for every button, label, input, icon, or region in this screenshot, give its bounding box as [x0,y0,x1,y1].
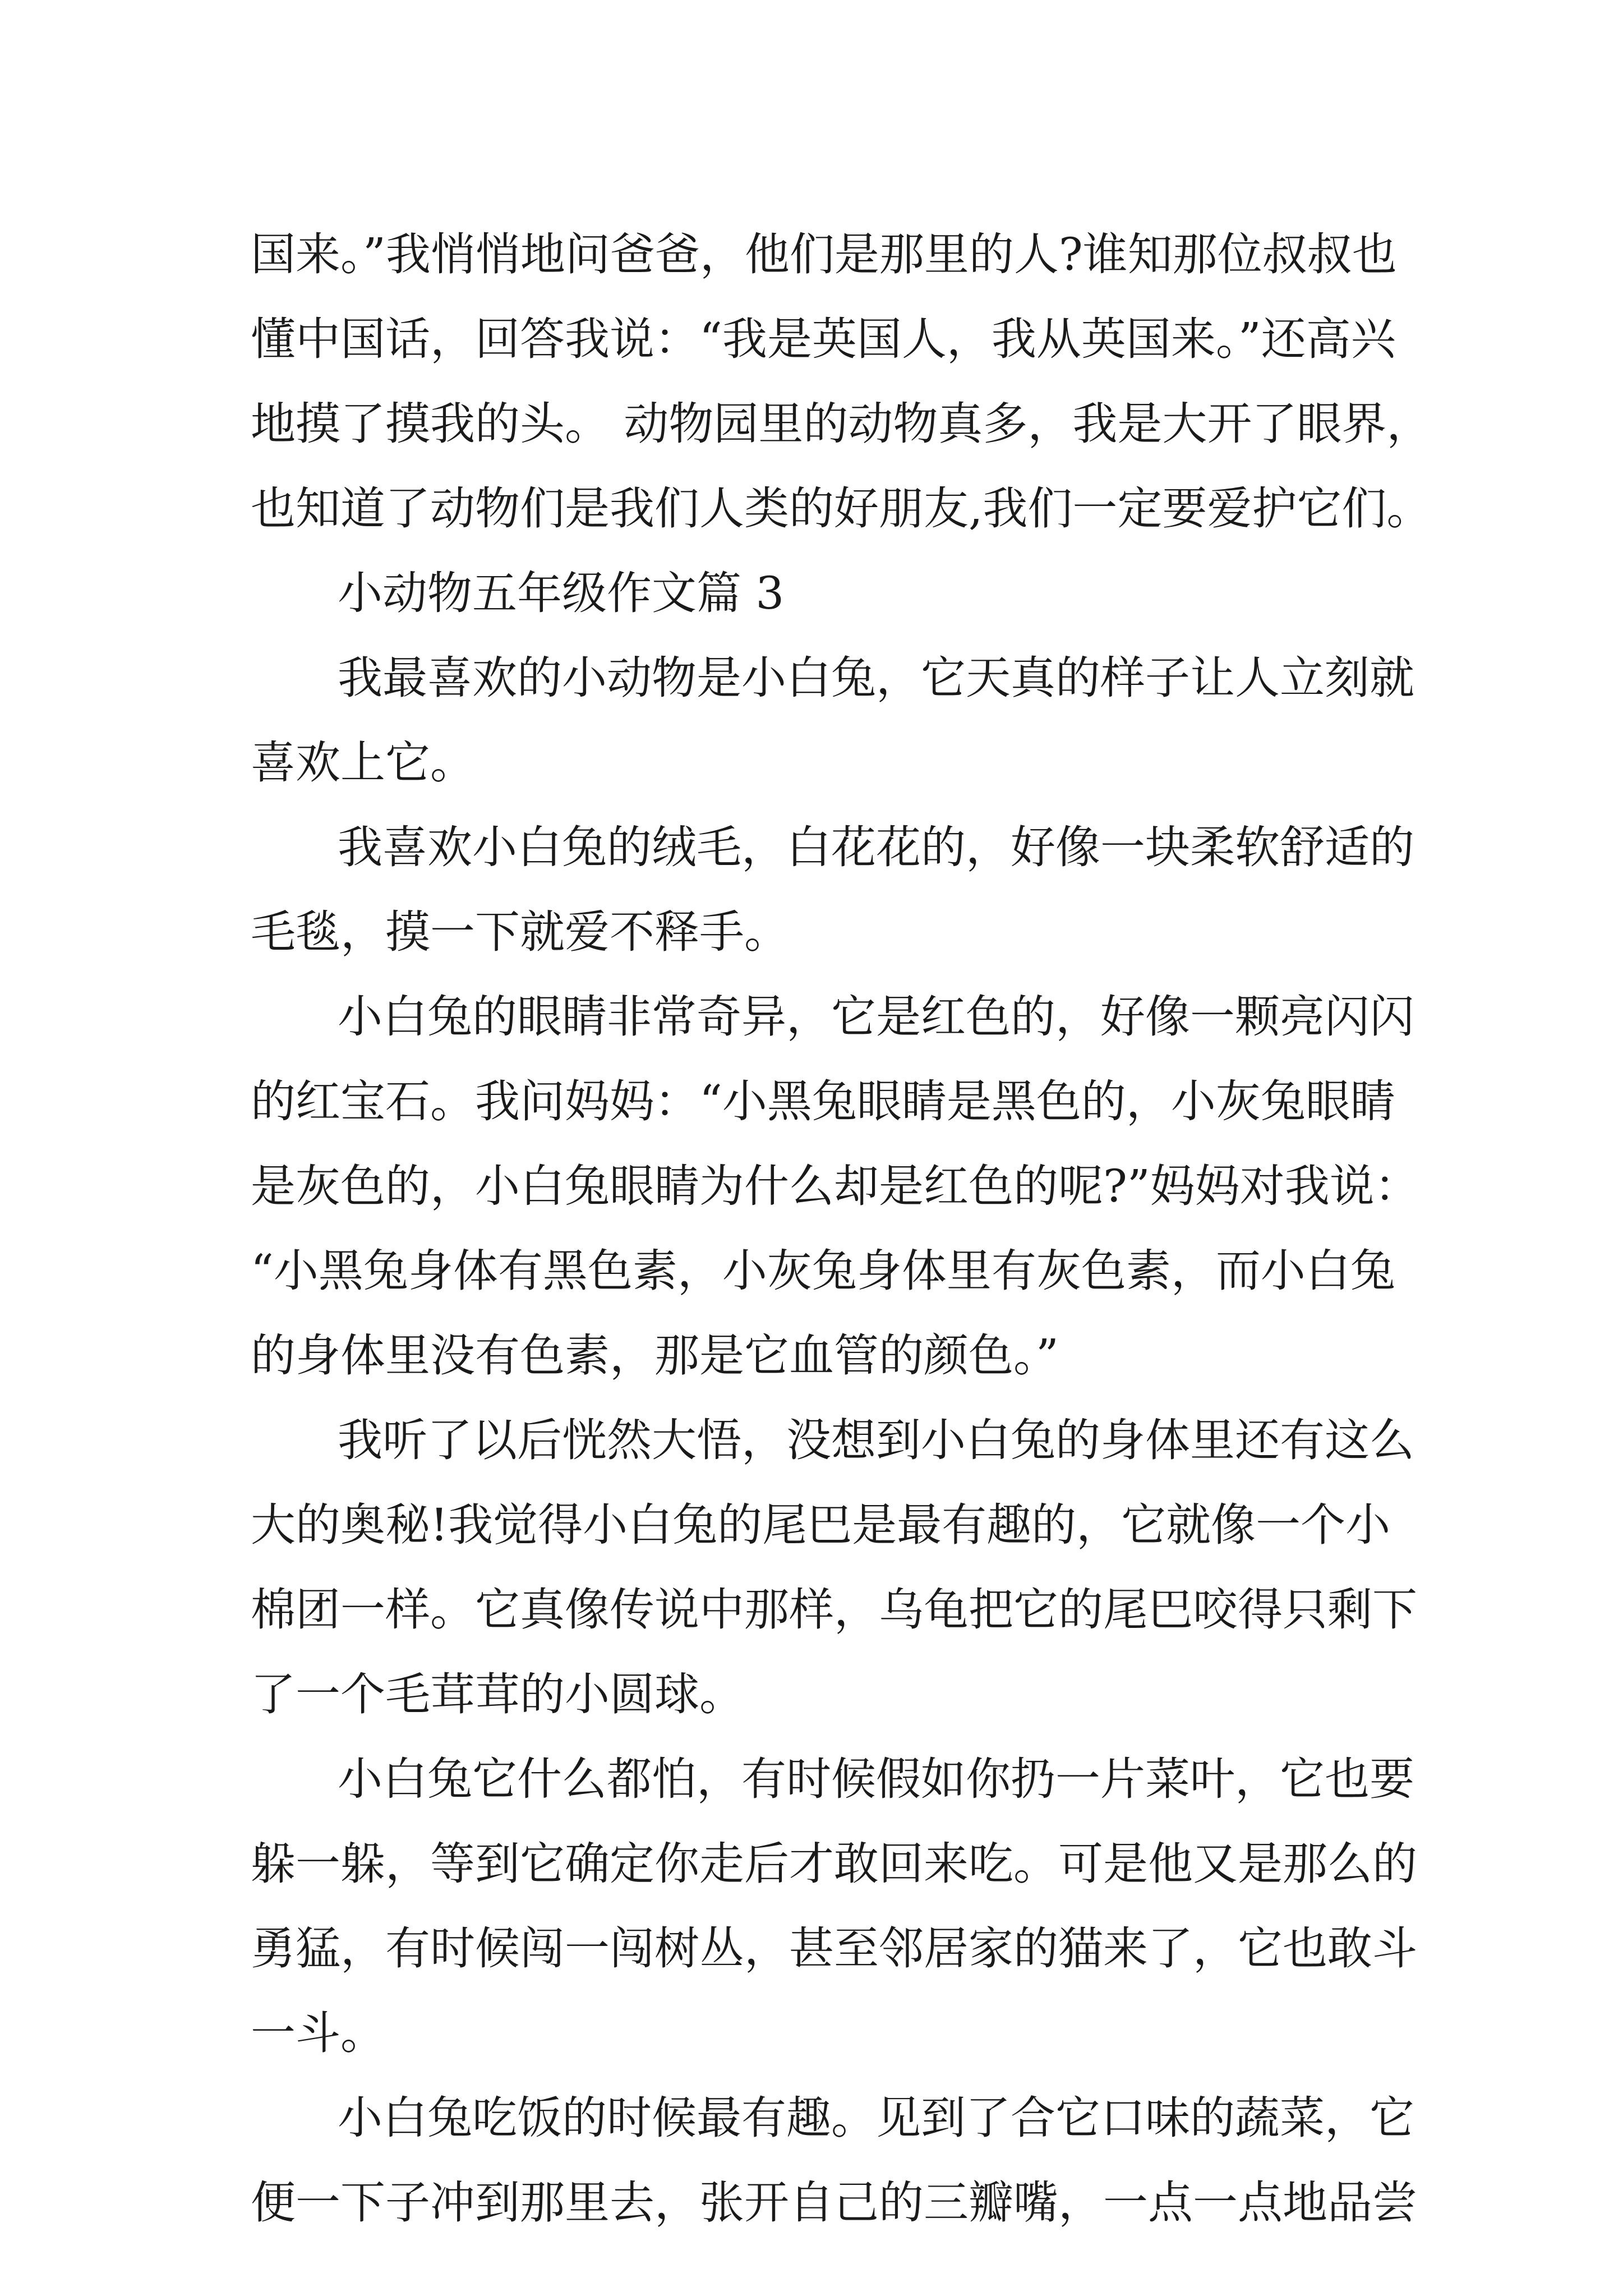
text-line: 小白兔它什么都怕，有时候假如你扔一片菜叶，它也要 [338,1753,1414,1805]
text-line: 喜欢上它。 [251,737,475,789]
text-line: 国来。”我悄悄地问爸爸，他们是那里的人?谁知那位叔叔也 [251,228,1397,280]
text-line: 便一下子冲到那里去，张开自己的三瓣嘴，一点一点地品尝 [251,2177,1417,2229]
text-line: 也知道了动物们是我们人类的好朋友,我们一定要爱护它们。 [251,482,1432,535]
text-line: 了一个毛茸茸的小圆球。 [251,1668,744,1720]
text-line: 毛毯，摸一下就爱不释手。 [251,906,789,958]
section-heading: 小动物五年级作文篇 3 [338,567,785,619]
document-body [251,212,1432,2245]
text-line: 小白兔的眼睛非常奇异，它是红色的，好像一颗亮闪闪 [338,991,1414,1043]
text-line: 棉团一样。它真像传说中那样，乌龟把它的尾巴咬得只剩下 [251,1584,1417,1636]
text-line: 躲一躲，等到它确定你走后才敢回来吃。可是他又是那么的 [251,1838,1417,1890]
text-line: 小白兔吃饭的时候最有趣。见到了合它口味的蔬菜，它 [338,2092,1414,2144]
text-line: 懂中国话，回答我说：“我是英国人，我从英国来。”还高兴 [251,313,1396,365]
text-line: 勇猛，有时候闯一闯树丛，甚至邻居家的猫来了，它也敢斗 [251,1922,1417,1975]
text-line: 一斗。 [251,2007,385,2059]
text-line: 我喜欢小白兔的绒毛，白花花的，好像一块柔软舒适的 [338,821,1414,873]
text-line: 我听了以后恍然大悟，没想到小白兔的身体里还有这么 [338,1414,1414,1466]
text-line: 地摸了摸我的头。 动物园里的动物真多，我是大开了眼界， [251,398,1432,450]
text-line: 的红宝石。我问妈妈：“小黑兔眼睛是黑色的，小灰兔眼睛 [251,1075,1395,1128]
text-line: 我最喜欢的小动物是小白兔，它天真的样子让人立刻就 [338,652,1414,704]
text-line: 大的奥秘!我觉得小白兔的尾巴是最有趣的，它就像一个小 [251,1499,1391,1551]
text-line: “小黑兔身体有黑色素，小灰兔身体里有灰色素，而小白兔 [251,1245,1395,1297]
text-line: 是灰色的，小白兔眼睛为什么却是红色的呢?”妈妈对我说： [251,1160,1419,1212]
text-line: 的身体里没有色素，那是它血管的颜色。” [251,1329,1059,1382]
